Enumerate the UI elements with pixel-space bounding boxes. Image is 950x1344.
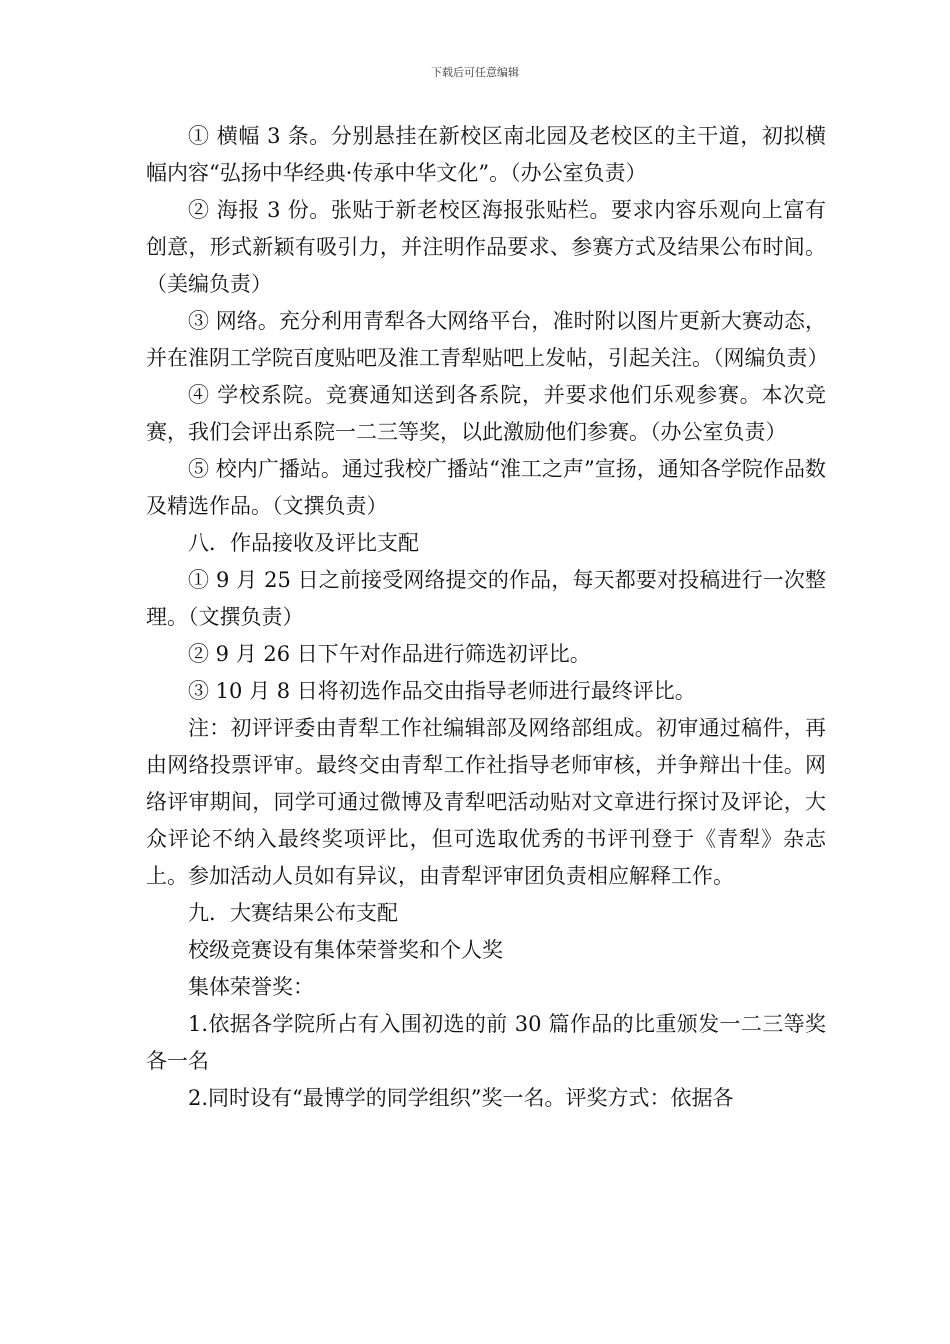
paragraph-screening: ② 9 月 26 日下午对作品进行筛选初评比。: [188, 642, 591, 666]
paragraph-final-review: ③ 10 月 8 日将初选作品交由指导老师进行最终评比。: [188, 679, 696, 703]
section-heading-9: 九．大赛结果公布支配: [188, 901, 398, 925]
paragraph-radio: ⑤ 校内广播站。通过我校广播站“淮工之声”宣扬，通知各学院作品数及精选作品。（文撰负责）: [146, 457, 826, 518]
paragraph-poster: ② 海报 3 份。张贴于新老校区海报张贴栏。要求内容乐观向上富有创意，形式新颖有吸引力，并注明作品要求、参赛方式及结果公布时间。（美编负责）: [146, 198, 826, 296]
paragraph-award-item-1: 1.依据各学院所占有入围初选的前 30 篇作品的比重颁发一二三等奖各一名: [146, 1012, 826, 1073]
paragraph-submission: ① 9 月 25 日之前接受网络提交的作品，每天都要对投稿进行一次整理。（文撰负责）: [146, 568, 826, 629]
paragraph-banner: ① 横幅 3 条。分别悬挂在新校区南北园及老校区的主干道，初拟横幅内容“弘扬中华经典·传承中华文化”。（办公室负责）: [146, 124, 826, 185]
section-heading-8: 八．作品接收及评比支配: [188, 531, 419, 555]
paragraph-awards-intro: 校级竞赛设有集体荣誉奖和个人奖: [188, 938, 503, 962]
paragraph-network: ③ 网络。充分利用青犁各大网络平台，准时附以图片更新大赛动态，并在淮阴工学院百度贴吧及淮工青犁贴吧上发帖，引起关注。（网编负责）: [146, 309, 829, 370]
paragraph-departments: ④ 学校系院。竞赛通知送到各系院，并要求他们乐观参赛。本次竞赛，我们会评出系院一二三等奖，以此激励他们参赛。（办公室负责）: [146, 383, 826, 444]
page-header: 下载后可任意编辑: [431, 66, 519, 79]
document-body: [146, 118, 829, 1117]
paragraph-collective-award: 集体荣誉奖：: [188, 975, 314, 999]
paragraph-note: 注：初评评委由青犁工作社编辑部及网络部组成。初审通过稿件，再由网络投票评审。最终交由青犁工作社指导老师审核，并争辩出十佳。网络评审期间，同学可通过微博及青犁吧活动贴对文章进行探讨及评论，大众评论不纳入最终奖项评比，但可选取优秀的书评刊登于《青犁》杂志上。参加活动人员如有异议，由青犁评审团负责相应解释工作。: [146, 716, 826, 888]
paragraph-award-item-2: 2.同时设有“最博学的同学组织”奖一名。评奖方式：依据各: [188, 1086, 734, 1110]
